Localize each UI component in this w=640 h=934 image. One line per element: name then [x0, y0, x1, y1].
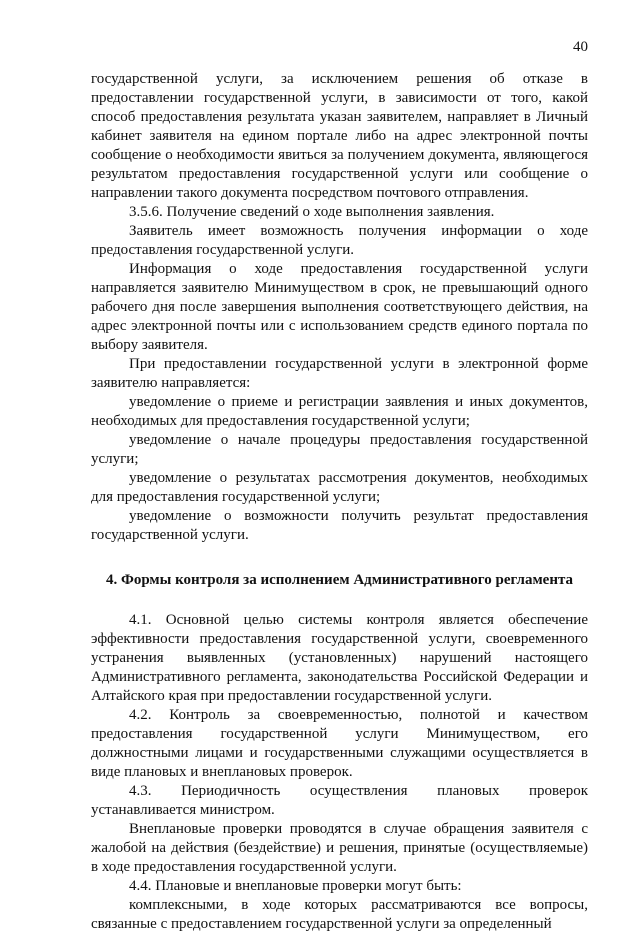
- page-content: [91, 70, 588, 934]
- paragraph: уведомление о возможности получить результат предоставления государственной услуги.: [91, 508, 588, 543]
- paragraph: государственной услуги, за исключением решения об отказе в предоставлении государственной услуги, в зависимости от того, какой способ предоставления результата указан заявителем, направляет в Личный кабинет заявителя на едином портале либо на адрес электронной почты сообщение о необходимости явиться за получением документа, являющегося результатом предоставления государственной услуги или сообщение о направлении такого документа посредством почтового отправления.: [91, 71, 588, 201]
- paragraph: 4.1. Основной целью системы контроля является обеспечение эффективности предоставления государственной услуги, своевременного устранения выявленных (установленных) нарушений настоящего Административного регламента, законодательства Российской Федерации и Алтайского края при предоставлении государственной услуги.: [91, 612, 588, 704]
- paragraph: уведомление о приеме и регистрации заявления и иных документов, необходимых для предоставления государственной услуги;: [91, 394, 588, 429]
- paragraph: Информация о ходе предоставления государственной услуги направляется заявителю Минимуществом в срок, не превышающий одного рабочего дня после завершения выполнения соответствующего действия, на адрес электронной почты или с использованием средств единого портала по выбору заявителя.: [91, 261, 588, 353]
- paragraphs-before-section: [91, 70, 588, 545]
- paragraph: уведомление о результатах рассмотрения документов, необходимых для предоставления государственной услуги;: [91, 470, 588, 505]
- paragraph: Внеплановые проверки проводятся в случае обращения заявителя с жалобой на действия (бездействие) и решения, принятые (осуществляемые) в ходе предоставления государственной услуги.: [91, 821, 588, 875]
- paragraph: уведомление о начале процедуры предоставления государственной услуги;: [91, 432, 588, 467]
- paragraph: При предоставлении государственной услуги в электронной форме заявителю направляется:: [91, 356, 588, 391]
- page-number: 40: [573, 39, 588, 55]
- paragraph: 4.2. Контроль за своевременностью, полнотой и качеством предоставления государственной услуги Минимуществом, его должностными лицами и государственными служащими осуществляется в виде плановых и внеплановых проверок.: [91, 707, 588, 780]
- paragraph: 4.4. Плановые и внеплановые проверки могут быть:: [129, 878, 462, 894]
- paragraph: комплексными, в ходе которых рассматриваются все вопросы, связанные с предоставлением государственной услуги за определенный: [91, 897, 588, 932]
- paragraph: Заявитель имеет возможность получения информации о ходе предоставления государственной услуги.: [91, 223, 588, 258]
- paragraph: 3.5.6. Получение сведений о ходе выполнения заявления.: [129, 204, 495, 220]
- section-heading: 4. Формы контроля за исполнением Административного регламента: [105, 572, 574, 588]
- paragraphs-after-section: [91, 611, 588, 934]
- paragraph: 4.3. Периодичность осуществления плановых проверок устанавливается министром.: [91, 783, 588, 818]
